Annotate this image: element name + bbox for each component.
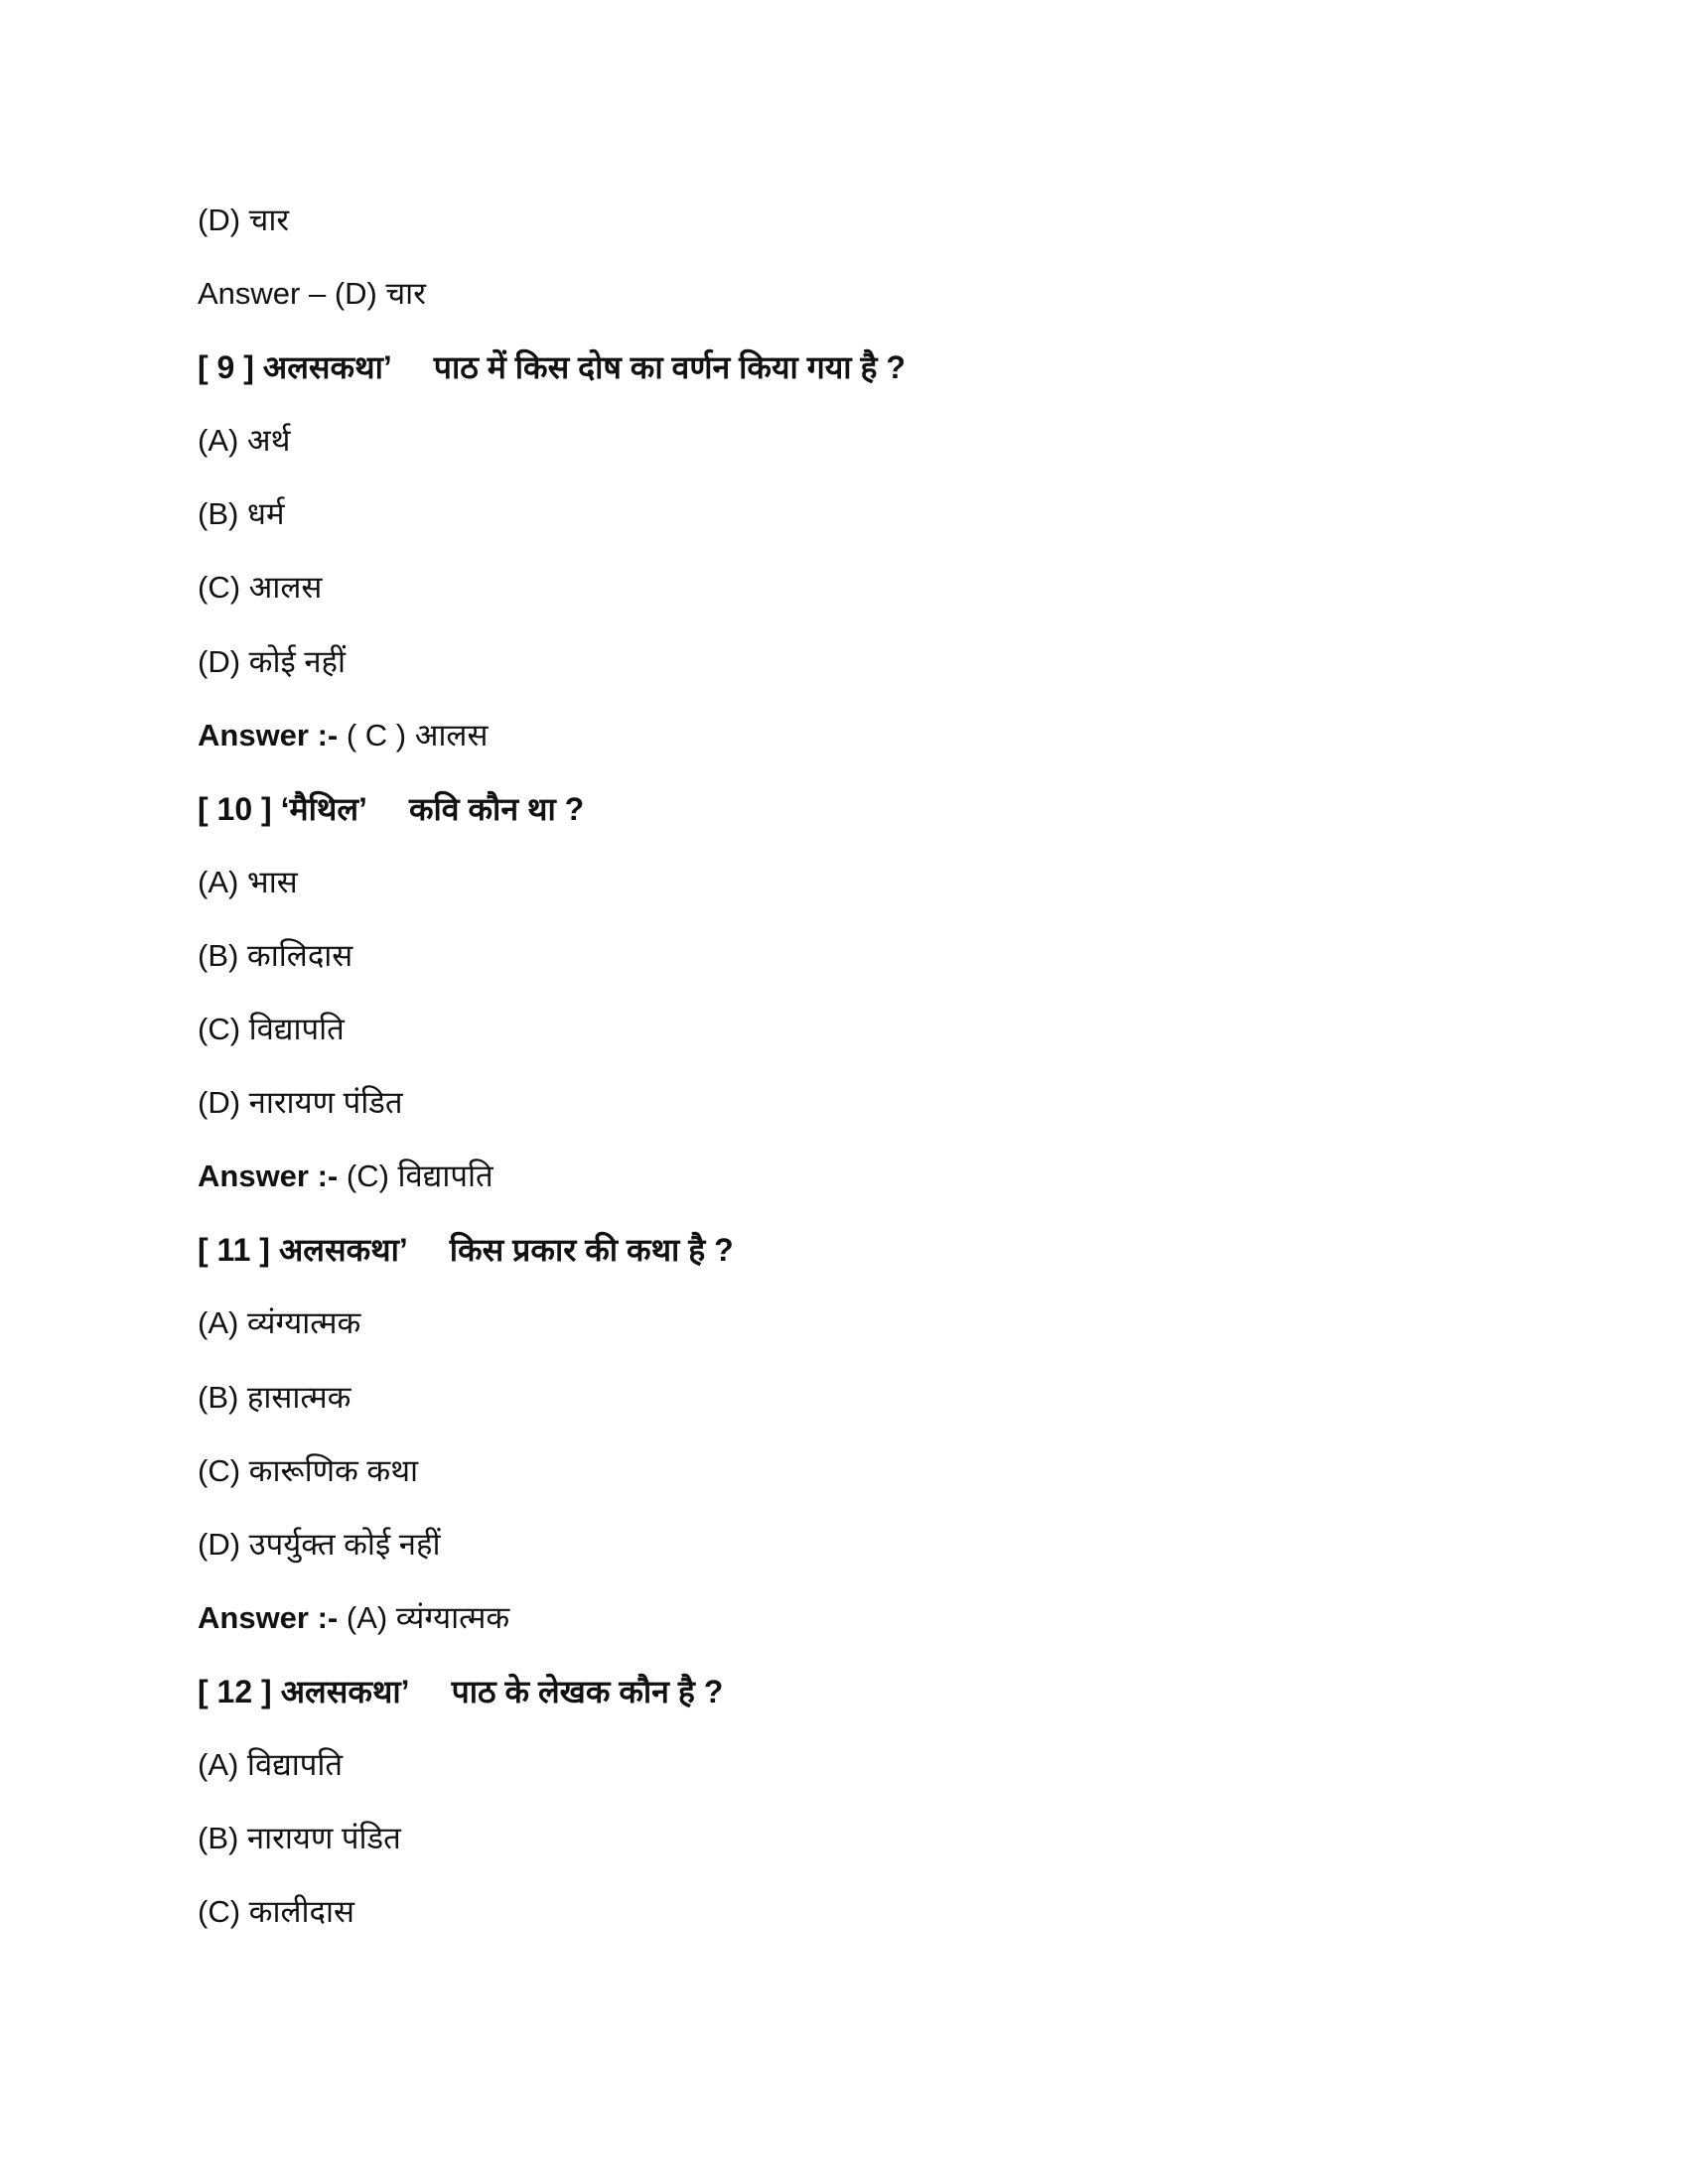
option-c: (C) कालीदास [198, 1894, 354, 1930]
answer-value: (C) विद्यापति [346, 1159, 493, 1194]
answer-label: Answer :- [198, 1159, 339, 1194]
option-d: (D) उपर्युक्त कोई नहीं [198, 1526, 441, 1562]
question-10 [198, 772, 1588, 846]
option-c: (C) विद्यापति [198, 1012, 345, 1047]
answer-label: Answer :- [198, 717, 339, 752]
option-a: (A) विद्यापति [198, 1746, 344, 1782]
question-9 [198, 331, 1588, 404]
option-b: (B) हासात्मक [198, 1379, 352, 1415]
question-number: [ 10 ] [198, 790, 272, 827]
question-title-a: अलसकथा’ [262, 349, 392, 386]
answer-9 [198, 699, 1588, 772]
question-title-b: कवि कौन था ? [408, 790, 585, 827]
question-title-b: पाठ के लेखक कौन है ? [451, 1673, 724, 1709]
option-a: (A) व्यंग्यात्मक [198, 1305, 361, 1341]
question-number: [ 11 ] [198, 1232, 270, 1269]
option-a: (A) अर्थ [198, 423, 291, 459]
question-title-b: किस प्रकार की कथा है ? [449, 1232, 734, 1269]
question-11 [198, 1213, 1588, 1287]
question-title-a: ‘मैथिल’ [280, 790, 367, 827]
question-number: [ 9 ] [198, 349, 254, 386]
option-b: (B) धर्म [198, 496, 285, 532]
question-title-a: अलसकथा’ [280, 1673, 410, 1709]
answer-value: (A) व्यंग्यात्मक [346, 1599, 510, 1635]
question-12 [198, 1655, 1588, 1728]
answer-11 [198, 1581, 1588, 1655]
option-d: (D) कोई नहीं [198, 643, 347, 679]
option-c: (C) कारूणिक कथा [198, 1452, 419, 1488]
answer-10 [198, 1140, 1588, 1213]
answer-value: ( C ) आलस [346, 717, 489, 752]
answer-prev: Answer – (D) चार [198, 276, 426, 312]
question-number: [ 12 ] [198, 1673, 272, 1709]
option-d: (D) नारायण पंडित [198, 1085, 403, 1121]
question-title-b: पाठ में किस दोष का वर्णन किया गया है ? [433, 349, 906, 386]
option-b: (B) नारायण पंडित [198, 1821, 401, 1856]
option-b: (B) कालिदास [198, 937, 353, 973]
option-d-prev: (D) चार [198, 203, 290, 237]
option-c: (C) आलस [198, 570, 323, 606]
question-title-a: अलसकथा’ [278, 1232, 408, 1269]
option-a: (A) भास [198, 864, 298, 899]
document-page [198, 184, 1588, 1949]
answer-label: Answer :- [198, 1599, 339, 1635]
